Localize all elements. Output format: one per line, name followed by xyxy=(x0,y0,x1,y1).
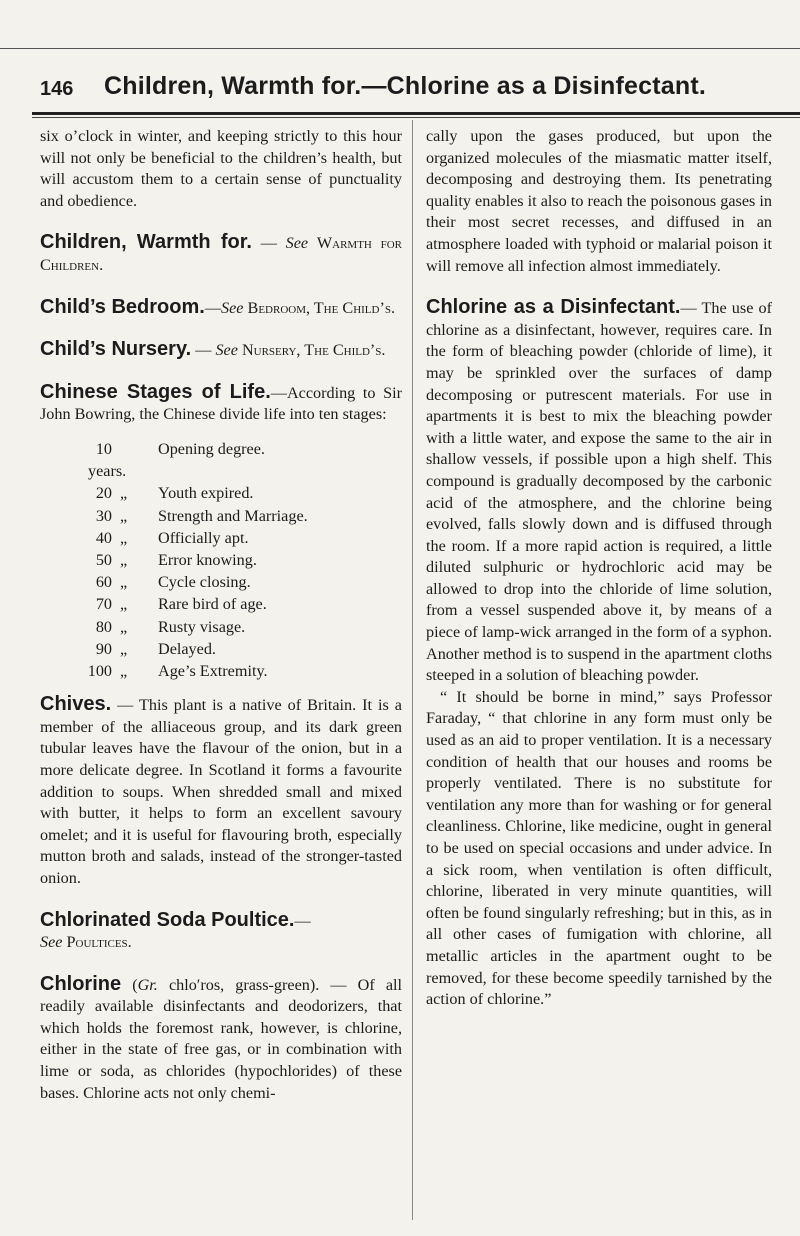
stage-description: Strength and Marriage. xyxy=(158,506,308,525)
entry-text: —According to Sir John Bowring, the Chinese divide life into ten stages: xyxy=(40,383,402,424)
faraday-quote: “ It should be borne in mind,” says Professor Faraday, “ that chlorine in any form must only be used as an aid to proper ventilation. It is a necessary condition of health that our houses and rooms be properly ventilated. There is no substitute for ventilation any more than for washing or for general cleanliness. Chlorine, like medicine, ought in general to be used on special occasions and under advice. In a sick room, when ventilation is often difficult, chlorine, liberated in very minute quantities, will often be found singularly refreshing; but in this, as in all other cases of fumigation with chlorine, all metallic articles in the apartment ought to be removed, for these become speedily tarnished by the action of chlorine.” xyxy=(426,687,772,1009)
stage-description: Officially apt. xyxy=(158,528,249,547)
stage-row xyxy=(80,660,402,682)
see-label: See xyxy=(40,933,63,952)
headword: Children, Warmth for. xyxy=(40,231,252,254)
column-divider xyxy=(412,120,413,1220)
dash: — xyxy=(294,911,311,930)
stage-age-number: 20 xyxy=(95,484,112,503)
see-label: See xyxy=(285,234,309,253)
entry-children-warmth xyxy=(40,232,402,276)
entry-text: — Of all readily available disinfectants and deodorizers, that which holds the foremost rank, however, is chlorine, either in the state of free gas, or in combination with lime or soda, as chlorides (hypochlorides) of these bases. Chlorine acts not only chemi- xyxy=(40,975,403,1102)
see-label: See xyxy=(221,298,244,317)
stage-age-unit: „ xyxy=(120,661,128,680)
stage-age-number: 40 xyxy=(95,528,112,547)
headword: Chlorine as a Disinfectant. xyxy=(426,296,681,319)
entry-chlorinated-soda-poultice xyxy=(40,910,402,954)
stage-row xyxy=(80,527,402,549)
stage-description: Cycle closing. xyxy=(158,573,251,592)
cross-reference: Warmth for Children. xyxy=(40,234,403,274)
headword: Child’s Bedroom. xyxy=(40,295,205,318)
stage-age-unit: years. xyxy=(88,462,127,481)
entry-childs-nursery xyxy=(40,339,402,362)
entry-text: — This plant is a native of Britain. It is a member of the alliaceous group, and its dark green tubular leaves have the flavour of the onion, but in a more delicate degree. In Scotland it forms a favourite addition to soups. When shredded small and mixed with butter, it helps to form an excellent savoury omelet; and it is useful for flavouring broth, especially mutton broth and salads, instead of the stronger-tasted onion. xyxy=(40,696,402,887)
continuation-text: six o’clock in winter, and keeping strictly to this hour will not only be beneficial to the children’s health, but will accustom them to a certain sense of punctuality and obedience. xyxy=(40,127,402,210)
stage-age xyxy=(80,593,158,615)
cross-reference: Poultices. xyxy=(66,933,132,952)
etymology-word: chlo′ros xyxy=(157,975,221,994)
headword: Chlorine xyxy=(40,972,122,995)
stage-age xyxy=(80,482,158,504)
stage-row xyxy=(80,638,402,660)
stage-age-unit: „ xyxy=(120,528,128,547)
stage-description: Opening degree. xyxy=(158,439,265,458)
headword: Chlorinated Soda Poultice. xyxy=(40,908,295,931)
stage-description: Youth expired. xyxy=(158,484,254,503)
stage-age-number: 100 xyxy=(87,661,112,680)
etymology-close: , grass-green). xyxy=(220,975,320,994)
stage-row xyxy=(80,571,402,593)
stage-description: Age’s Extremity. xyxy=(158,661,268,680)
stage-age xyxy=(80,616,158,638)
stage-age-number: 30 xyxy=(95,506,112,525)
stages-table xyxy=(80,438,402,682)
stage-row xyxy=(80,593,402,615)
entry-chlorine xyxy=(40,974,402,1105)
stage-age xyxy=(80,549,158,571)
entry-childs-bedroom xyxy=(40,297,402,320)
dash: — xyxy=(204,298,222,317)
headword: Chives. xyxy=(40,693,112,716)
continuation-text: cally upon the gases produced, but upon the organized molecules of the miasmatic matter itself, decomposing and destroying them. Its penetrating quality enables it also to reach the poisonous gases in their most secret recesses, and diffused in an atmosphere loaded with typhoid or malarial poison it will remove all infection almost immediately. xyxy=(426,127,772,275)
headword: Chinese Stages of Life. xyxy=(40,380,271,403)
header-rule-thin xyxy=(32,117,800,118)
headword: Child’s Nursery. xyxy=(40,338,192,361)
stage-age-number: 80 xyxy=(95,617,112,636)
stage-age-unit: „ xyxy=(120,506,128,525)
stage-row xyxy=(80,438,402,482)
etymology-open: ( xyxy=(121,975,138,994)
left-column xyxy=(40,126,402,1104)
stage-age-number: 60 xyxy=(95,573,112,592)
stage-row xyxy=(80,482,402,504)
stage-description: Error knowing. xyxy=(158,550,257,569)
stage-age-unit: „ xyxy=(120,595,128,614)
entry-chives xyxy=(40,694,402,889)
stage-description: Rusty visage. xyxy=(158,617,246,636)
running-title: Children, Warmth for.—Chlorine as a Disinfectant. xyxy=(104,72,707,100)
stage-age-unit: „ xyxy=(120,639,128,658)
stage-age xyxy=(80,571,158,593)
entry-text: — The use of chlorine as a disinfectant, however, requires care. In the form of bleaching powder (chloride of lime), it may be sprinkled over the surfaces of damp decomposing or putrescent materials. For use in apartments it is best to mix the bleaching powder with a little water, and expose the same to the air in shallow vessels, if possible upon a high shelf. This compound is gradually decomposed by the carbonic acid of the atmosphere, and the chlorine being evolved, falls slowly down and is diffused through the room. If a more rapid action is required, a little diluted sulphuric or hydrochloric acid may be allowed to drop into the chloride of lime solution, from a vessel suspended above it, by means of a piece of lamp-wick arranged in the form of a syphon. Another method is to suspend in the apartment cloths steeped in a solution of bleaching powder. xyxy=(426,299,772,685)
stage-age-unit: „ xyxy=(120,550,128,569)
stage-age xyxy=(80,660,158,682)
dash: — xyxy=(191,341,216,360)
stage-description: Delayed. xyxy=(158,639,216,658)
stage-row xyxy=(80,549,402,571)
cross-reference: Bedroom, The Child’s. xyxy=(247,298,396,317)
stage-age xyxy=(80,527,158,549)
stage-row xyxy=(80,616,402,638)
entry-chlorine-disinfectant xyxy=(426,297,772,687)
entry-chinese-stages xyxy=(40,382,402,426)
stage-age xyxy=(80,438,158,482)
stage-age-number: 50 xyxy=(95,550,112,569)
dash: — xyxy=(251,234,286,253)
stage-age-unit: „ xyxy=(120,617,128,636)
stage-age-unit: „ xyxy=(120,573,128,592)
stage-age xyxy=(80,505,158,527)
page-header xyxy=(0,0,800,100)
stage-age-number: 90 xyxy=(95,639,112,658)
right-column xyxy=(426,126,772,1011)
header-rule xyxy=(32,112,800,115)
top-edge-line xyxy=(0,48,800,49)
stage-age-number: 70 xyxy=(95,595,112,614)
cross-reference: Nursery, The Child’s. xyxy=(241,341,386,360)
etymology-language: Gr. xyxy=(137,975,158,994)
stage-row xyxy=(80,505,402,527)
stage-age-number: 10 xyxy=(95,439,112,458)
stage-description: Rare bird of age. xyxy=(158,595,267,614)
page-number: 146 xyxy=(40,78,74,100)
see-label: See xyxy=(215,341,238,360)
stage-age xyxy=(80,638,158,660)
stage-age-unit: „ xyxy=(120,484,128,503)
